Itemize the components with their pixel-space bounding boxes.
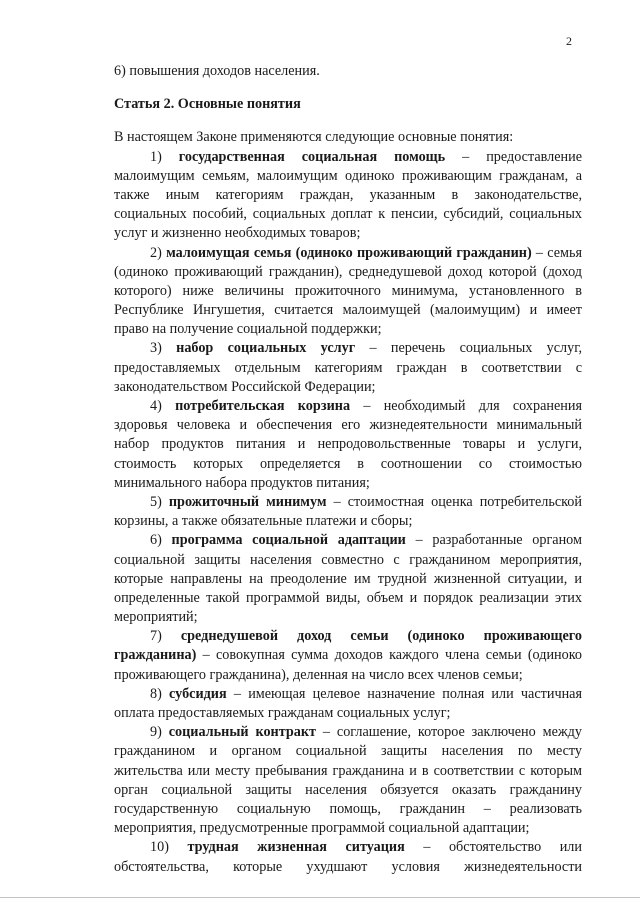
text-run: – обстоятельство или <box>404 839 582 856</box>
text-run: социальной защиты населения совместно с гражданином мероприятия, <box>114 551 582 568</box>
text-line <box>114 474 582 493</box>
text-line <box>114 416 582 435</box>
text-line <box>114 819 582 838</box>
text-line <box>114 359 582 378</box>
text-run: минимального набора продуктов питания; <box>114 474 370 491</box>
text-line <box>114 531 582 550</box>
text-run: обстоятельства, которые ухудшают условия жизнедеятельности <box>114 858 582 875</box>
term-bold: социальный контракт <box>168 724 316 741</box>
term-bold: программа социальной адаптации <box>171 532 406 549</box>
text-run: проживающего гражданина), деленная на число всех членов семьи; <box>114 666 523 683</box>
text-run: которые направлены на преодоление им трудной жизненной ситуации, и <box>114 570 582 587</box>
text-line <box>114 301 582 320</box>
text-run: оплата предоставляемых гражданам социальных услуг; <box>114 705 451 721</box>
text-line <box>114 781 582 800</box>
text-line <box>114 244 582 263</box>
text-line <box>114 646 582 665</box>
text-run: – совокупная сумма доходов каждого члена семьи (одиноко <box>196 647 582 664</box>
term-bold: прожиточный минимум <box>168 493 327 510</box>
text-run: 8) <box>150 685 170 702</box>
text-line <box>114 838 582 857</box>
text-run: предоставляемых отдельным категориям граждан в соответствии с <box>114 359 582 376</box>
text-run: гражданином и органом социальной защиты населения по месту <box>114 743 582 760</box>
text-run: – разработанные органом <box>405 532 582 549</box>
text-run: – стоимостная оценка потребительской <box>326 493 582 510</box>
text-line <box>114 666 582 685</box>
text-run: орган социальной защиты населения обязуется оказать гражданину <box>114 781 582 798</box>
term-bold: трудная жизненная ситуация <box>187 839 405 856</box>
text-run: социальных пособий, социальных доплат к пенсии, субсидий, социальных <box>114 206 582 223</box>
article-title: Статья 2. Основные понятия <box>114 96 301 113</box>
text-line <box>114 397 582 416</box>
text-line <box>114 455 582 474</box>
intro-item: 6) повышения доходов населения. <box>114 63 320 79</box>
text-run: жительства или месту пребывания гражданина и в соответствии с которым <box>114 762 582 779</box>
text-run: мероприятий; <box>114 609 198 626</box>
text-line <box>114 378 582 397</box>
text-run: законодательством Российской Федерации; <box>114 378 376 395</box>
term-bold: набор социальных услуг <box>176 340 356 357</box>
text-run: – соглашение, которое заключено между <box>316 724 582 741</box>
text-line <box>114 148 582 167</box>
text-run: 10) <box>150 839 188 856</box>
text-line <box>114 263 582 282</box>
text-run: – необходимый для сохранения <box>350 398 582 414</box>
term-bold: среднедушевой доход семьи (одиноко проживающего <box>180 628 582 645</box>
text-line <box>114 282 582 301</box>
text-line <box>114 512 582 531</box>
text-line <box>114 800 582 819</box>
text-run: – перечень социальных услуг, <box>355 340 582 357</box>
term-bold: малоимущая семья (одиноко проживающий гражданин) <box>166 244 532 261</box>
text-run: 5) <box>150 493 169 510</box>
text-run: набор продуктов питания и непродовольственные товары и услуги, <box>114 436 582 453</box>
text-line <box>114 858 582 877</box>
text-line <box>114 589 582 608</box>
text-line <box>114 685 582 704</box>
text-run: также иным категориям граждан, указанным в законодательстве, <box>114 186 582 203</box>
text-line <box>114 435 582 454</box>
text-line <box>114 224 582 243</box>
text-line <box>114 570 582 589</box>
text-run: 3) <box>150 340 177 357</box>
text-run: 2) <box>150 244 167 261</box>
definitions-list <box>114 148 582 877</box>
text-line <box>114 723 582 742</box>
text-run: – имеющая целевое назначение полная или частичная <box>226 685 582 702</box>
term-bold: государственная социальная помощь <box>178 148 446 165</box>
text-run: право на получение социальной поддержки; <box>114 321 382 338</box>
text-run: 6) <box>150 532 172 549</box>
text-line <box>114 551 582 570</box>
scan-edge-line <box>0 897 640 898</box>
text-line <box>114 320 582 339</box>
text-line <box>114 339 582 358</box>
text-line <box>114 493 582 512</box>
term-bold: гражданина) <box>114 647 197 664</box>
text-run: услуг и жизненно необходимых товаров; <box>114 225 361 242</box>
text-run: Республике Ингушетия, считается малоимущей (малоимущим) и имеет <box>114 302 582 319</box>
text-run: корзины, а также обязательные платежи и сборы; <box>114 513 413 530</box>
term-bold: потребительская корзина <box>175 398 351 414</box>
text-line <box>114 627 582 646</box>
text-run: определенные такой программой виды, объем и порядок реализации этих <box>114 589 582 606</box>
text-run: 4) <box>150 398 176 414</box>
text-run: 9) <box>150 724 169 741</box>
text-line <box>114 742 582 761</box>
text-run: государственную социальную помощь, гражданин – реализовать <box>114 800 582 817</box>
text-line <box>114 608 582 627</box>
text-run: малоимущим семьям, малоимущим одиноко проживающим гражданам, а <box>114 167 582 184</box>
text-line <box>114 205 582 224</box>
page-number: 2 <box>566 34 572 48</box>
text-line <box>114 186 582 205</box>
text-run: которого) ниже величины прожиточного минимума, установленного в <box>114 282 582 299</box>
lead-paragraph: В настоящем Законе применяются следующие основные понятия: <box>114 129 514 146</box>
text-run: 1) <box>150 148 179 165</box>
text-line <box>114 704 582 723</box>
text-run: 7) <box>150 628 181 645</box>
document-body <box>114 62 582 877</box>
text-run: мероприятия, предусмотренные программой социальной адаптации; <box>114 820 530 837</box>
text-line <box>114 167 582 186</box>
text-run: – семья <box>531 244 582 261</box>
text-run: здоровья человека и обеспечения его жизнедеятельности минимальный <box>114 417 582 434</box>
text-run: (одиноко проживающий гражданин), среднедушевой доход которой (доход <box>114 263 582 280</box>
term-bold: субсидия <box>169 685 227 702</box>
text-line <box>114 762 582 781</box>
text-run: стоимость которых определяется в соотношении со стоимостью <box>114 455 582 472</box>
text-run: – предоставление <box>445 148 582 165</box>
